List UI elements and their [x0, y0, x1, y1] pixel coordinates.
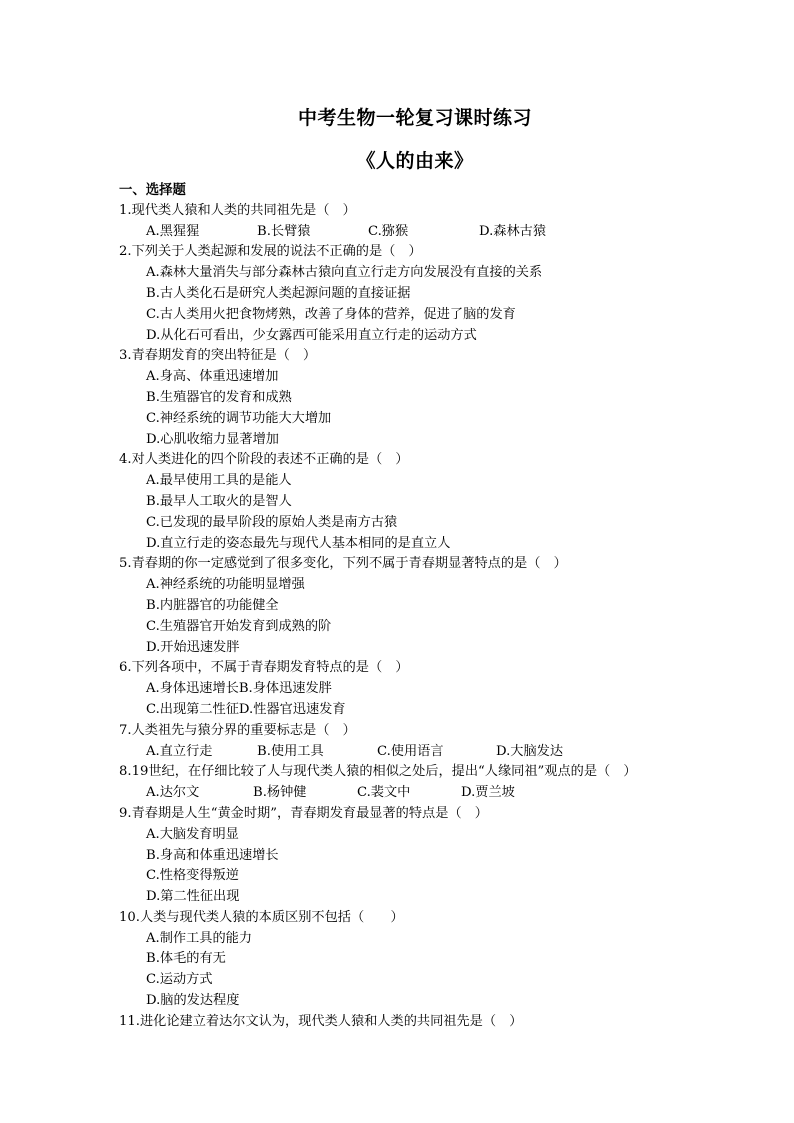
option-a: A.达尔文	[146, 785, 200, 801]
document-subtitle: 《人的由来》	[356, 150, 474, 172]
option-c: C.猕猴	[368, 223, 409, 239]
question-stem-4: 4.对人类进化的四个阶段的表述不正确的是（ ）	[119, 452, 409, 468]
question-stem-10: 10.人类与现代类人猿的本质区别不包括（ ）	[119, 909, 404, 925]
question-stem-2: 2.下列关于人类起源和发展的说法不正确的是（ ）	[119, 244, 422, 260]
option-a: A.森林大量消失与部分森林古猿向直立行走方向发展没有直接的关系	[146, 265, 543, 281]
option-c: C.裴文中	[357, 785, 411, 801]
document-title: 中考生物一轮复习课时练习	[297, 107, 532, 129]
option-a: A.最早使用工具的是能人	[146, 473, 292, 489]
option-a: A.神经系统的功能明显增强	[146, 577, 305, 593]
option-line-ab: A.身体迅速增长B.身体迅速发胖	[146, 681, 332, 697]
option-line-cd: C.出现第二性征D.性器官迅速发育	[146, 701, 346, 717]
option-c: C.古人类用火把食物烤熟，改善了身体的营养，促进了脑的发育	[146, 306, 516, 322]
question-1-options	[119, 222, 679, 243]
question-stem-1: 1.现代类人猿和人类的共同祖先是（ ）	[119, 202, 356, 218]
question-stem-7: 7.人类祖先与猿分界的重要标志是（ ）	[119, 722, 356, 738]
option-b: B.杨钟健	[253, 785, 307, 801]
option-c: C.生殖器官开始发育到成熟的阶	[146, 618, 332, 634]
option-a: A.大脑发育明显	[146, 826, 239, 842]
question-stem-5: 5.青春期的你一定感觉到了很多变化，下列不属于青春期显著特点的是（ ）	[119, 556, 567, 572]
option-c: C.神经系统的调节功能大大增加	[146, 410, 332, 426]
option-d: D.贾兰坡	[461, 785, 515, 801]
option-b: B.体毛的有无	[146, 951, 226, 967]
option-d: D.大脑发达	[496, 743, 564, 759]
question-stem-8: 8.19世纪，在仔细比较了人与现代类人猿的相似之处后，提出“人缘同祖”观点的是（ ）	[119, 764, 637, 780]
question-7-options	[119, 742, 679, 763]
option-d: D.森林古猿	[479, 223, 547, 239]
question-8-options	[119, 783, 679, 804]
option-d: D.从化石可看出，少女露西可能采用直立行走的运动方式	[146, 327, 477, 343]
option-d: D.心肌收缩力显著增加	[146, 431, 279, 447]
question-stem-11: 11.进化论建立着达尔文认为，现代类人猿和人类的共同祖先是（ ）	[119, 1013, 523, 1029]
option-c: C.已发现的最早阶段的原始人类是南方古猿	[146, 514, 398, 530]
question-stem-6: 6.下列各项中，不属于青春期发育特点的是（ ）	[119, 660, 409, 676]
option-a: A.黑猩猩	[146, 223, 200, 239]
option-b: B.使用工具	[257, 743, 324, 759]
option-b: B.最早人工取火的是智人	[146, 493, 292, 509]
option-d: D.脑的发达程度	[146, 993, 240, 1009]
question-stem-3: 3.青春期发育的突出特征是（ ）	[119, 348, 317, 364]
option-d: D.第二性征出现	[146, 889, 240, 905]
question-stem-9: 9.青春期是人生“黄金时期”，青春期发育最显著的特点是（ ）	[119, 805, 488, 821]
option-b: B.内脏器官的功能健全	[146, 597, 279, 613]
option-b: B.古人类化石是研究人类起源问题的直接证据	[146, 285, 411, 301]
option-c: C.使用语言	[377, 743, 444, 759]
option-a: A.直立行走	[146, 743, 213, 759]
option-d: D.开始迅速发胖	[146, 639, 240, 655]
section-heading: 一、选择题	[119, 182, 186, 198]
option-b: B.生殖器官的发育和成熟	[146, 389, 292, 405]
option-c: C.运动方式	[146, 972, 213, 988]
option-c: C.性格变得叛逆	[146, 868, 239, 884]
option-a: A.身高、体重迅速增加	[146, 369, 279, 385]
option-a: A.制作工具的能力	[146, 930, 253, 946]
option-b: B.身高和体重迅速增长	[146, 847, 279, 863]
option-b: B.长臂猿	[257, 223, 311, 239]
option-d: D.直立行走的姿态最先与现代人基本相同的是直立人	[146, 535, 451, 551]
question-list	[119, 180, 679, 1033]
